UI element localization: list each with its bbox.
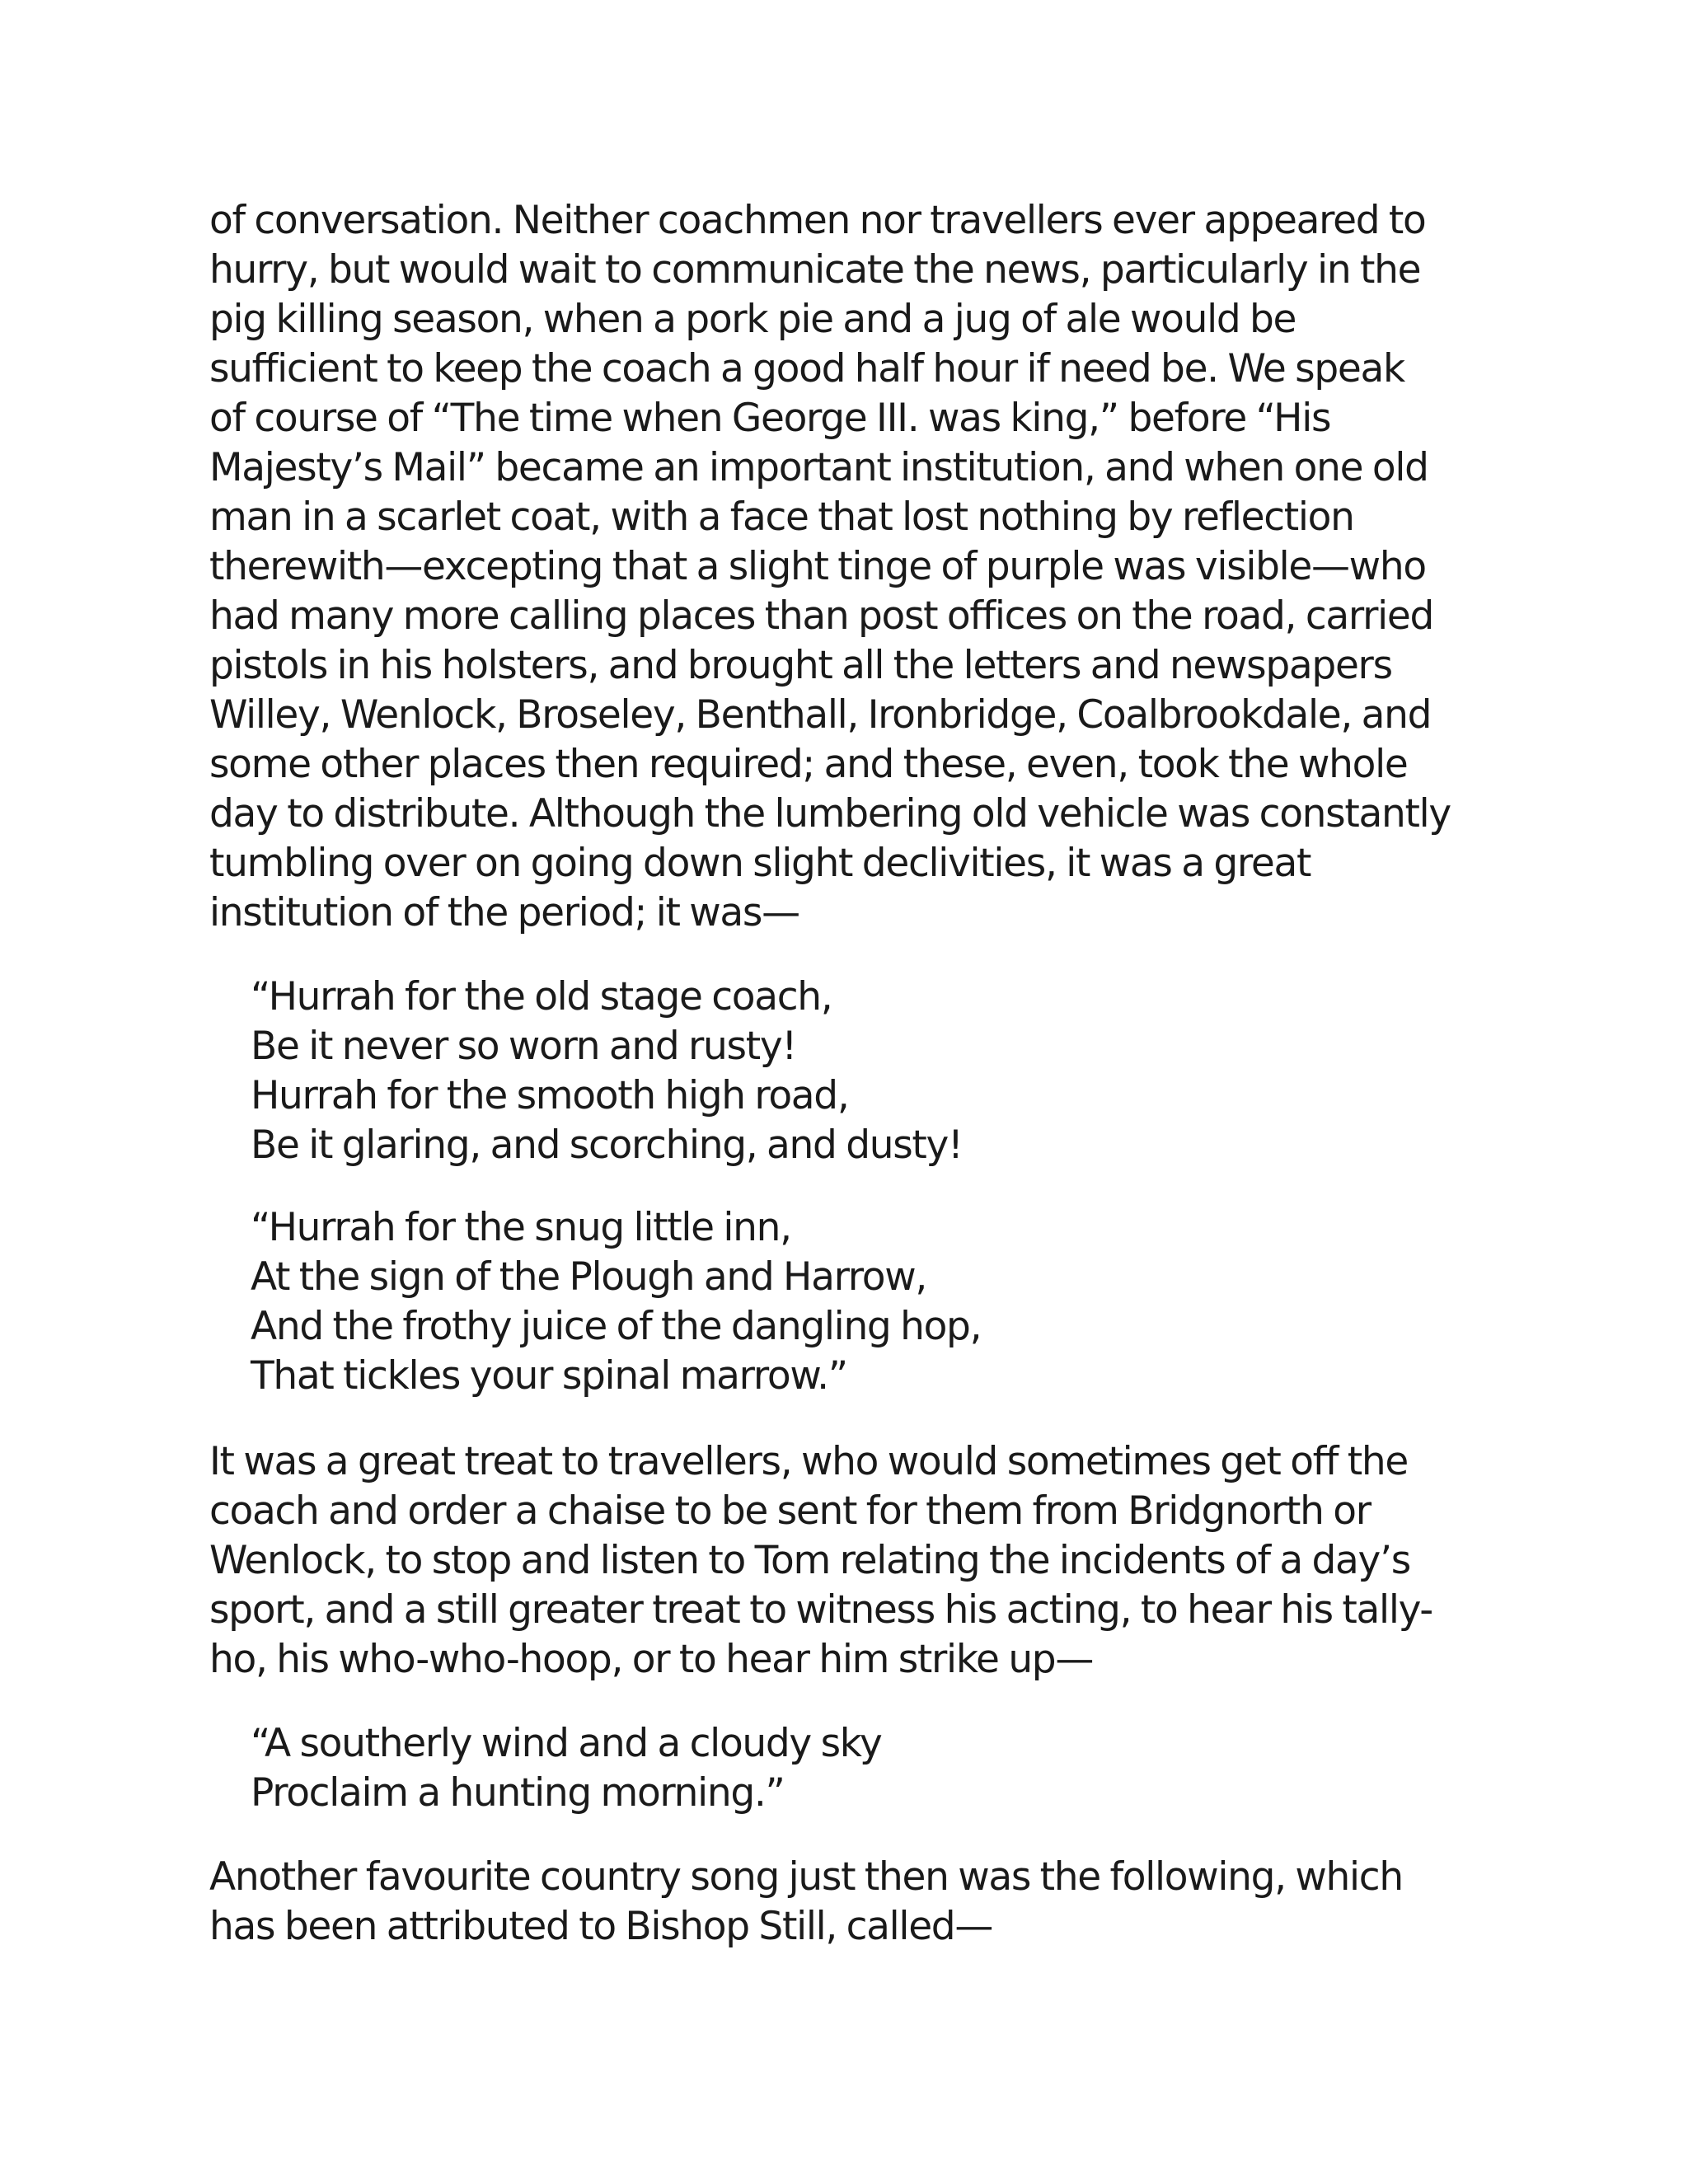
text-line: some other places then required; and these, even, took the whole (209, 742, 1408, 787)
text-line: sufficient to keep the coach a good half hour if need be. We speak (209, 346, 1404, 391)
text-line: coach and order a chaise to be sent for them from Bridgnorth or (209, 1488, 1371, 1534)
verse-stanza-little-inn (251, 1203, 1495, 1401)
verse-line: And the frothy juice of the dangling hop, (251, 1304, 982, 1349)
text-line: institution of the period; it was— (209, 890, 799, 935)
text-line: of course of “The time when George III. was king,” before “His (209, 396, 1331, 441)
text-line: Another favourite country song just then was the following, which (209, 1854, 1403, 1900)
text-line: Majesty’s Mail” became an important institution, and when one old (209, 445, 1428, 490)
spacer (209, 1170, 1495, 1203)
verse-line: At the sign of the Plough and Harrow, (251, 1254, 927, 1300)
text-line: hurry, but would wait to communicate the news, particularly in the (209, 247, 1421, 293)
text-line: man in a scarlet coat, with a face that lost nothing by reflection (209, 494, 1354, 540)
text-line: Willey, Wenlock, Broseley, Benthall, Ironbridge, Coalbrookdale, and (209, 692, 1432, 738)
text-line: of conversation. Neither coachmen nor travellers ever appeared to (209, 198, 1426, 243)
text-line: It was a great treat to travellers, who would sometimes get off the (209, 1439, 1409, 1484)
paragraph-stage-coach (209, 196, 1495, 938)
paragraph-favourite-song (209, 1853, 1495, 1952)
verse-line: “A southerly wind and a cloudy sky (251, 1721, 882, 1766)
text-line: therewith—excepting that a slight tinge of purple was visible—who (209, 544, 1426, 589)
verse-line: Proclaim a hunting morning.” (251, 1770, 785, 1816)
text-line: Wenlock, to stop and listen to Tom relating the incidents of a day’s (209, 1538, 1410, 1583)
verse-line: Be it glaring, and scorching, and dusty! (251, 1122, 963, 1168)
text-line: sport, and a still greater treat to witness his acting, to hear his tally- (209, 1587, 1432, 1633)
verse-line: “Hurrah for the snug little inn, (251, 1205, 791, 1250)
text-line: pistols in his holsters, and brought all the letters and newspapers (209, 643, 1392, 688)
document-page (209, 196, 1495, 1952)
verse-line: “Hurrah for the old stage coach, (251, 974, 832, 1019)
verse-line: That tickles your spinal marrow.” (251, 1353, 847, 1399)
text-line: ho, his who-who-hoop, or to hear him strike up— (209, 1637, 1094, 1682)
verse-line: Be it never so worn and rusty! (251, 1024, 796, 1069)
verse-stanza-hunting-morning (251, 1719, 1495, 1818)
text-line: has been attributed to Bishop Still, called— (209, 1904, 993, 1949)
text-line: tumbling over on going down slight declivities, it was a great (209, 841, 1311, 886)
spacer (209, 1818, 1495, 1853)
spacer (209, 1685, 1495, 1719)
verse-stanza-stage-coach (251, 972, 1495, 1170)
paragraph-travellers-treat (209, 1437, 1495, 1685)
spacer (209, 1401, 1495, 1437)
spacer (209, 938, 1495, 972)
verse-line: Hurrah for the smooth high road, (251, 1073, 849, 1118)
text-line: had many more calling places than post offices on the road, carried (209, 593, 1433, 639)
text-line: pig killing season, when a pork pie and a jug of ale would be (209, 297, 1296, 342)
text-line: day to distribute. Although the lumbering old vehicle was constantly (209, 791, 1451, 837)
